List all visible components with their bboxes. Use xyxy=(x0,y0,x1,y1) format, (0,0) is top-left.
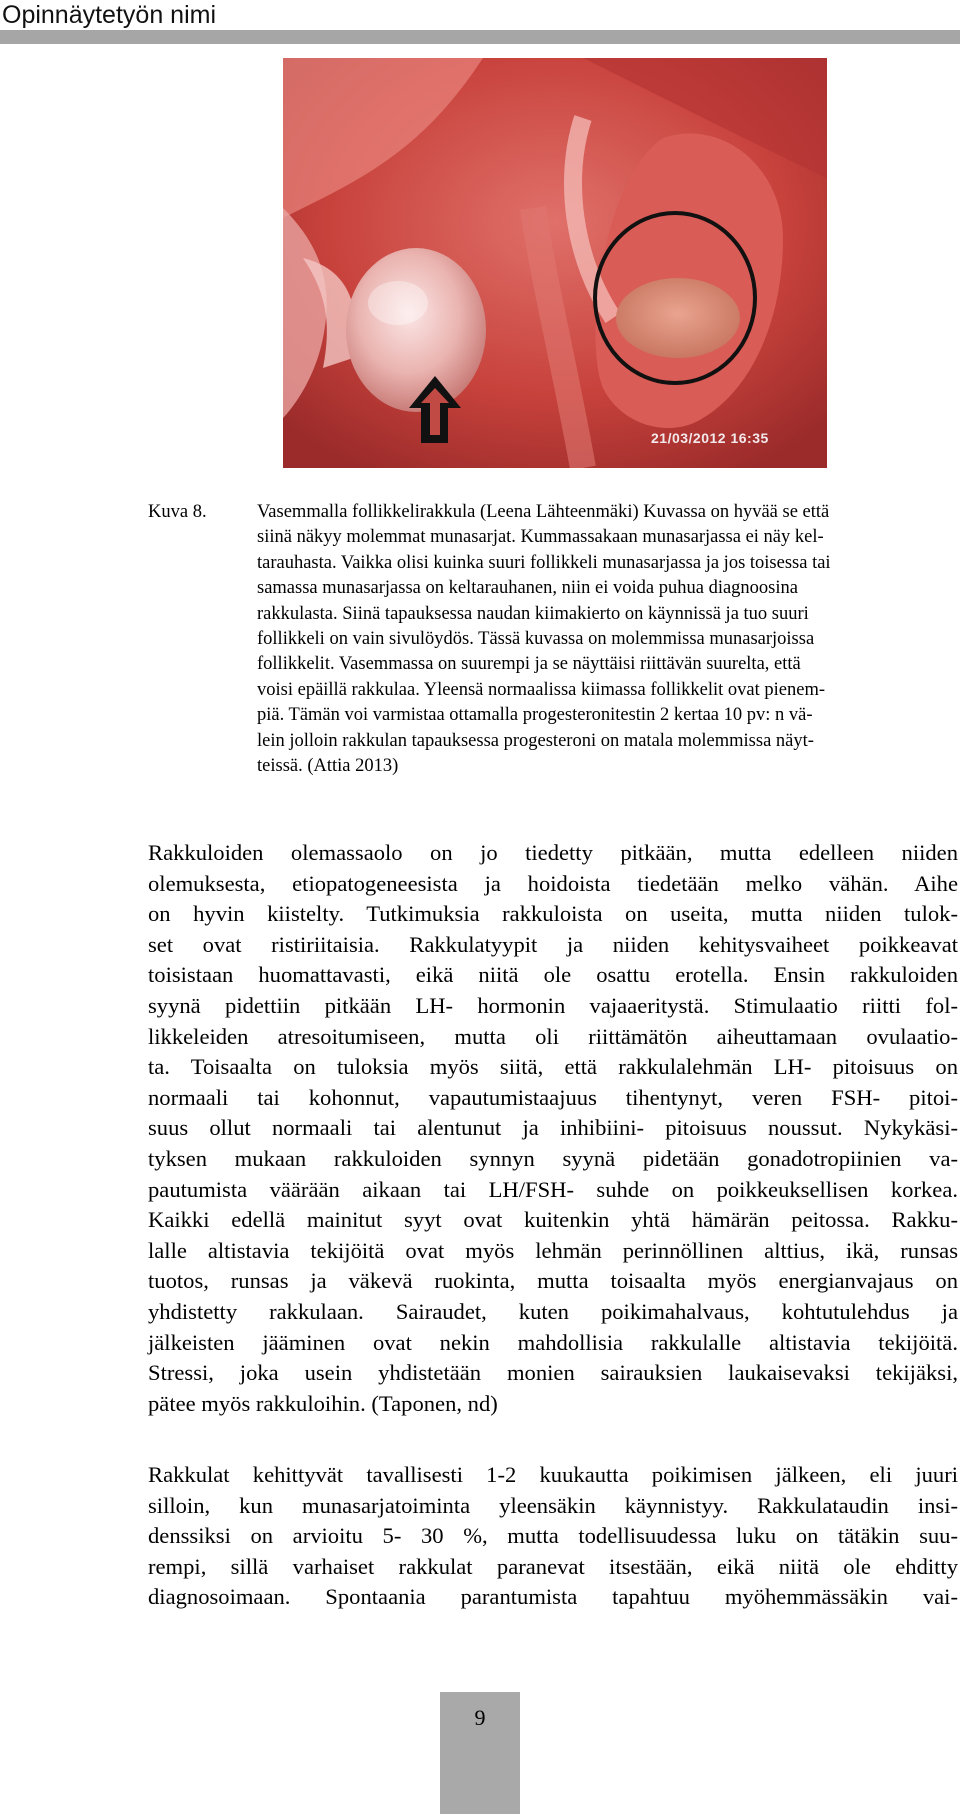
paragraph-line: yhdistetty rakkulaan. Sairaudet, kuten poikimahalvaus, kohtutulehdus ja xyxy=(148,1298,958,1324)
paragraph-line: diagnosoimaan. Spontaania parantumista tapahtuu myöhemmässäkin vai- xyxy=(148,1584,958,1610)
ovary-photo xyxy=(283,58,827,468)
page-number: 9 xyxy=(474,1705,486,1730)
paragraph-line: Rakkuloiden olemassaolo on jo tiedetty pitkään, mutta edelleen niiden xyxy=(148,840,958,865)
paragraph-line: olemuksesta, etiopatogeneesista ja hoidoista tiedetään melko vähän. Aihe xyxy=(148,870,958,896)
paragraph-line: lalle altistavia tekijöitä ovat myös lehmän perinnöllinen alttius, ikä, runsas xyxy=(148,1237,958,1263)
paragraph-line: denssiksi on arvioitu 5- 30 %, mutta todellisuudessa luku on tätäkin suu- xyxy=(148,1523,958,1549)
paragraph-line: normaali tai kohonnut, vapautumistaajuus tihentynyt, veren FSH- pitoi- xyxy=(148,1084,958,1110)
paragraph-line: ta. Toisaalta on tuloksia myös siitä, että rakkulalehmän LH- pitoisuus on xyxy=(148,1054,958,1080)
header-bar xyxy=(0,30,960,44)
paragraph-line: syynä pidettiin pitkään LH- hormonin vajaaeritystä. Stimulaatio riitti fol- xyxy=(148,992,958,1018)
caption-line: piä. Tämän voi varmistaa ottamalla progesteronitestin 2 kertaa 10 pv: n vä- xyxy=(257,705,813,726)
caption-line: samassa munasarjassa on keltarauhanen, niin ei voida puhua diagnoosina xyxy=(257,578,798,599)
paragraph-line: pautumista väärään aikaan tai LH/FSH- suhde on poikkeuksellisen korkea. xyxy=(148,1176,958,1202)
paragraph-line: silloin, kun munasarjatoiminta yleensäkin käynnistyy. Rakkulataudin insi- xyxy=(148,1492,958,1518)
body-paragraph-1 xyxy=(148,838,958,1419)
caption-line: rakkulasta. Siinä tapauksessa naudan kiimakierto on käynnissä ja tuo suuri xyxy=(257,603,809,624)
caption-line: teissä. (Attia 2013) xyxy=(257,755,399,776)
paragraph-line: suus ollut normaali tai alentunut ja inhibiini- pitoisuus noussut. Nykykäsi- xyxy=(148,1115,958,1141)
caption-line: follikkelit. Vasemmassa on suurempi ja se näyttäisi riittävän suurelta, että xyxy=(257,654,801,675)
header-title: Opinnäytetyön nimi xyxy=(2,1,217,29)
photo-timestamp: 21/03/2012 16:35 xyxy=(651,430,769,446)
caption-line: Vasemmalla follikkelirakkula (Leena Lähteenmäki) Kuvassa on hyvää se että xyxy=(257,502,830,522)
paragraph-line: Rakkulat kehittyvät tavallisesti 1-2 kuukautta poikimisen jälkeen, eli juuri xyxy=(148,1462,958,1487)
paragraph-line: on hyvin kiistelty. Tutkimuksia rakkuloista on useita, mutta niiden tulok- xyxy=(148,901,958,927)
caption-line: voisi epäillä rakkulaa. Yleensä normaalissa kiimassa follikkelit ovat pienem- xyxy=(257,679,826,700)
caption-line: lein jolloin rakkulan tapauksessa progesteroni on matala molemmissa näyt- xyxy=(257,730,814,751)
body-paragraph-2 xyxy=(148,1460,958,1613)
caption-line: tarauhasta. Vaikka olisi kuinka suuri follikkeli munasarjassa ja jos toisessa tai xyxy=(257,552,831,573)
figure-caption xyxy=(257,500,957,779)
paragraph-line: Kaikki edellä mainitut syyt ovat kuitenkin yhtä hämärän peitossa. Rakku- xyxy=(148,1207,958,1233)
paragraph-line: jälkeisten jääminen ovat nekin mahdollisia rakkulalle altistavia tekijöitä. xyxy=(148,1329,958,1355)
caption-line: siinä näkyy molemmat munasarjat. Kummassakaan munasarjassa ei näy kel- xyxy=(257,527,824,548)
paragraph-line: tuotos, runsas ja väkevä ruokinta, mutta toisaalta myös energianvajaus on xyxy=(148,1268,958,1294)
paragraph-line: likkeleiden atresoitumiseen, mutta oli riittämätön aiheuttamaan ovulaatio- xyxy=(148,1023,958,1049)
paragraph-line: toisistaan huomattavasti, eikä niitä ole osattu erotella. Ensin rakkuloiden xyxy=(148,962,958,988)
paragraph-line: rempi, sillä varhaiset rakkulat paranevat itsestään, eikä niitä ole ehditty xyxy=(148,1553,958,1579)
caption-label: Kuva 8. xyxy=(148,502,207,522)
paragraph-line: set ovat ristiriitaisia. Rakkulatyypit ja niiden kehitysvaiheet poikkeavat xyxy=(148,931,958,957)
paragraph-line: Stressi, joka usein yhdistetään monien sairauksien laukaisevaksi tekijäksi, xyxy=(148,1360,958,1386)
paragraph-line: pätee myös rakkuloihin. (Taponen, nd) xyxy=(148,1390,498,1416)
ovary-photo-illustration xyxy=(283,58,827,468)
paragraph-line: tyksen mukaan rakkuloiden synnyn syynä pidetään gonadotropiinien va- xyxy=(148,1145,958,1171)
caption-line: follikkeli on vain sivulöydös. Tässä kuvassa on molemmissa munasarjoissa xyxy=(257,628,815,649)
